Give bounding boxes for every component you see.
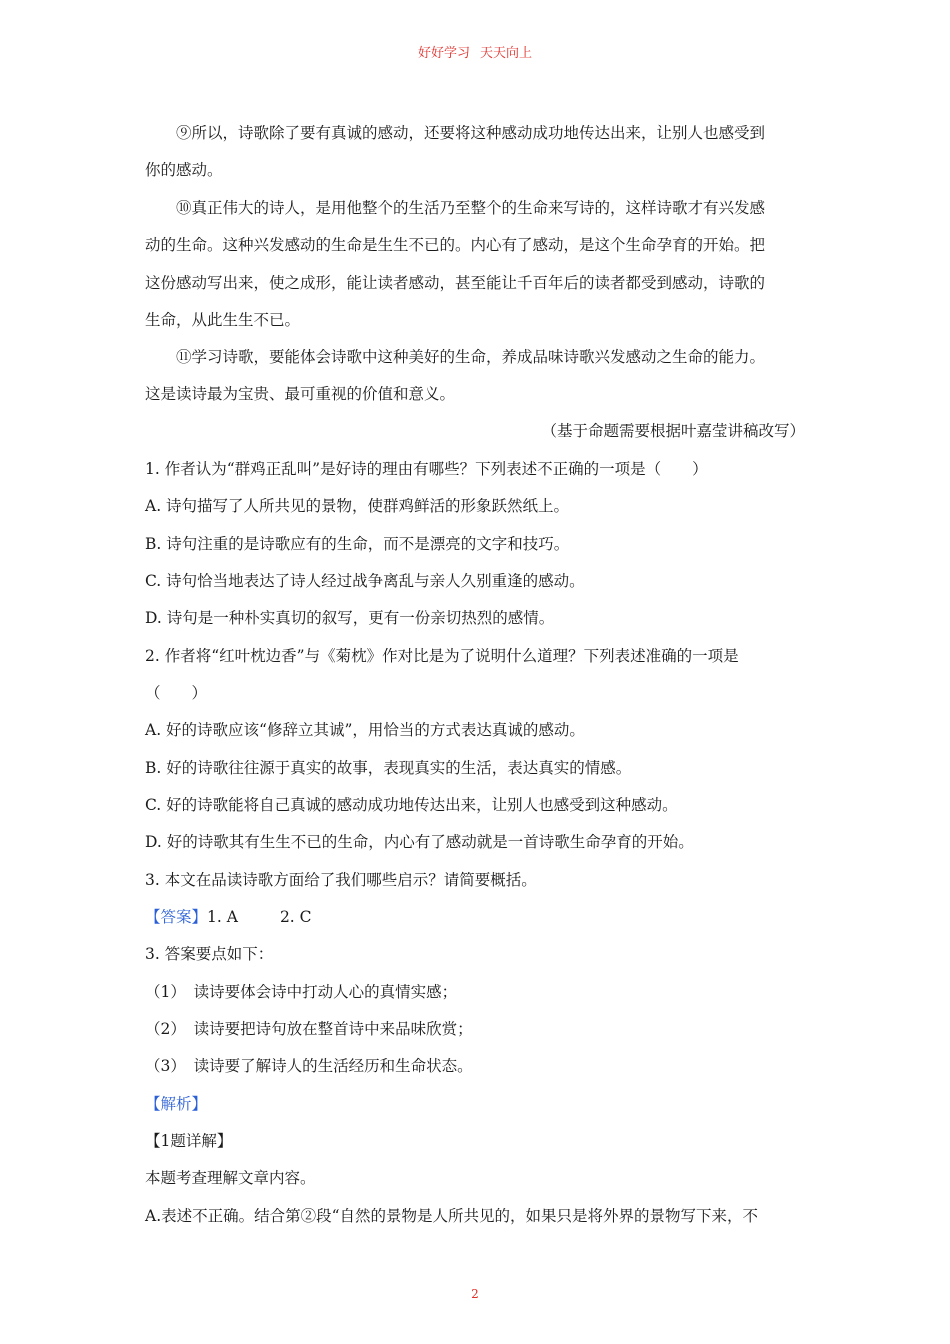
question-2-option-b: B. 好的诗歌往往源于真实的故事，表现真实的生活，表达真实的情感。 bbox=[145, 759, 632, 777]
question-2-line-1: 2. 作者将“红叶枕边香”与《菊枕》作对比是为了说明什么道理？下列表述准确的一项是 bbox=[145, 647, 739, 665]
question-1-option-b: B. 诗句注重的是诗歌应有的生命，而不是漂亮的文字和技巧。 bbox=[145, 535, 570, 553]
answer-3-point-3: （3） 读诗要了解诗人的生活经历和生命状态。 bbox=[145, 1057, 473, 1075]
question-2-option-a: A. 好的诗歌应该“修辞立其诚”，用恰当的方式表达真诚的感动。 bbox=[145, 721, 585, 739]
analysis-line-1: 本题考查理解文章内容。 bbox=[145, 1169, 316, 1187]
paragraph-9-line-2: 你的感动。 bbox=[145, 161, 223, 179]
header-motto-right: 天天向上 bbox=[480, 46, 533, 61]
question-1-option-d: D. 诗句是一种朴实真切的叙写，更有一份亲切热烈的感情。 bbox=[145, 609, 555, 627]
answer-3-point-1: （1） 读诗要体会诗中打动人心的真情实感； bbox=[145, 983, 458, 1001]
answer-tag: 【答案】 bbox=[145, 908, 208, 926]
analysis-line-2: A.表述不正确。结合第②段“自然的景物是人所共见的，如果只是将外界的景物写下来，不 bbox=[145, 1207, 759, 1225]
paragraph-10-line-2: 动的生命。这种兴发感动的生命是生生不已的。内心有了感动，是这个生命孕育的开始。把 bbox=[145, 236, 766, 254]
analysis-subtitle: 【1题详解】 bbox=[145, 1132, 233, 1150]
page-header bbox=[0, 42, 950, 61]
paragraph-10-line-3: 这份感动写出来，使之成形，能让读者感动，甚至能让千百年后的读者都受到感动，诗歌的 bbox=[145, 274, 766, 292]
question-2-option-c: C. 好的诗歌能将自己真诚的感动成功地传达出来，让别人也感受到这种感动。 bbox=[145, 796, 678, 814]
header-motto-left: 好好学习 bbox=[417, 46, 470, 61]
question-2-option-d: D. 好的诗歌其有生生不已的生命，内心有了感动就是一首诗歌生命孕育的开始。 bbox=[145, 833, 694, 851]
answer-3-title: 3. 答案要点如下： bbox=[145, 945, 274, 963]
question-3: 3. 本文在品读诗歌方面给了我们哪些启示？请简要概括。 bbox=[145, 871, 537, 889]
paragraph-11-line-1: ⑪学习诗歌，要能体会诗歌中这种美好的生命，养成品味诗歌兴发感动之生命的能力。 bbox=[176, 348, 766, 366]
paragraph-10-line-4: 生命，从此生生不已。 bbox=[145, 311, 301, 329]
answer-1: 1. A bbox=[207, 908, 238, 926]
source-note: （基于命题需要根据叶嘉莹讲稿改写） bbox=[541, 422, 805, 440]
analysis-tag: 【解析】 bbox=[145, 1095, 208, 1113]
question-1-option-c: C. 诗句恰当地表达了诗人经过战争离乱与亲人久别重逢的感动。 bbox=[145, 572, 585, 590]
paragraph-11-line-2: 这是读诗最为宝贵、最可重视的价值和意义。 bbox=[145, 385, 456, 403]
answer-3-point-2: （2） 读诗要把诗句放在整首诗中来品味欣赏； bbox=[145, 1020, 473, 1038]
question-1: 1. 作者认为“群鸡正乱叫”是好诗的理由有哪些？下列表述不正确的一项是（ ） bbox=[145, 460, 708, 478]
page-number: 2 bbox=[471, 1287, 479, 1301]
question-2-line-2: （ ） bbox=[145, 684, 208, 702]
answer-2: 2. C bbox=[279, 908, 312, 926]
paragraph-10-line-1: ⑩真正伟大的诗人，是用他整个的生活乃至整个的生命来写诗的，这样诗歌才有兴发感 bbox=[176, 199, 766, 217]
answer-line bbox=[145, 907, 312, 927]
paragraph-9-line-1: ⑨所以，诗歌除了要有真诚的感动，还要将这种感动成功地传达出来，让别人也感受到 bbox=[176, 124, 766, 142]
question-1-option-a: A. 诗句描写了人所共见的景物，使群鸡鲜活的形象跃然纸上。 bbox=[145, 497, 570, 515]
